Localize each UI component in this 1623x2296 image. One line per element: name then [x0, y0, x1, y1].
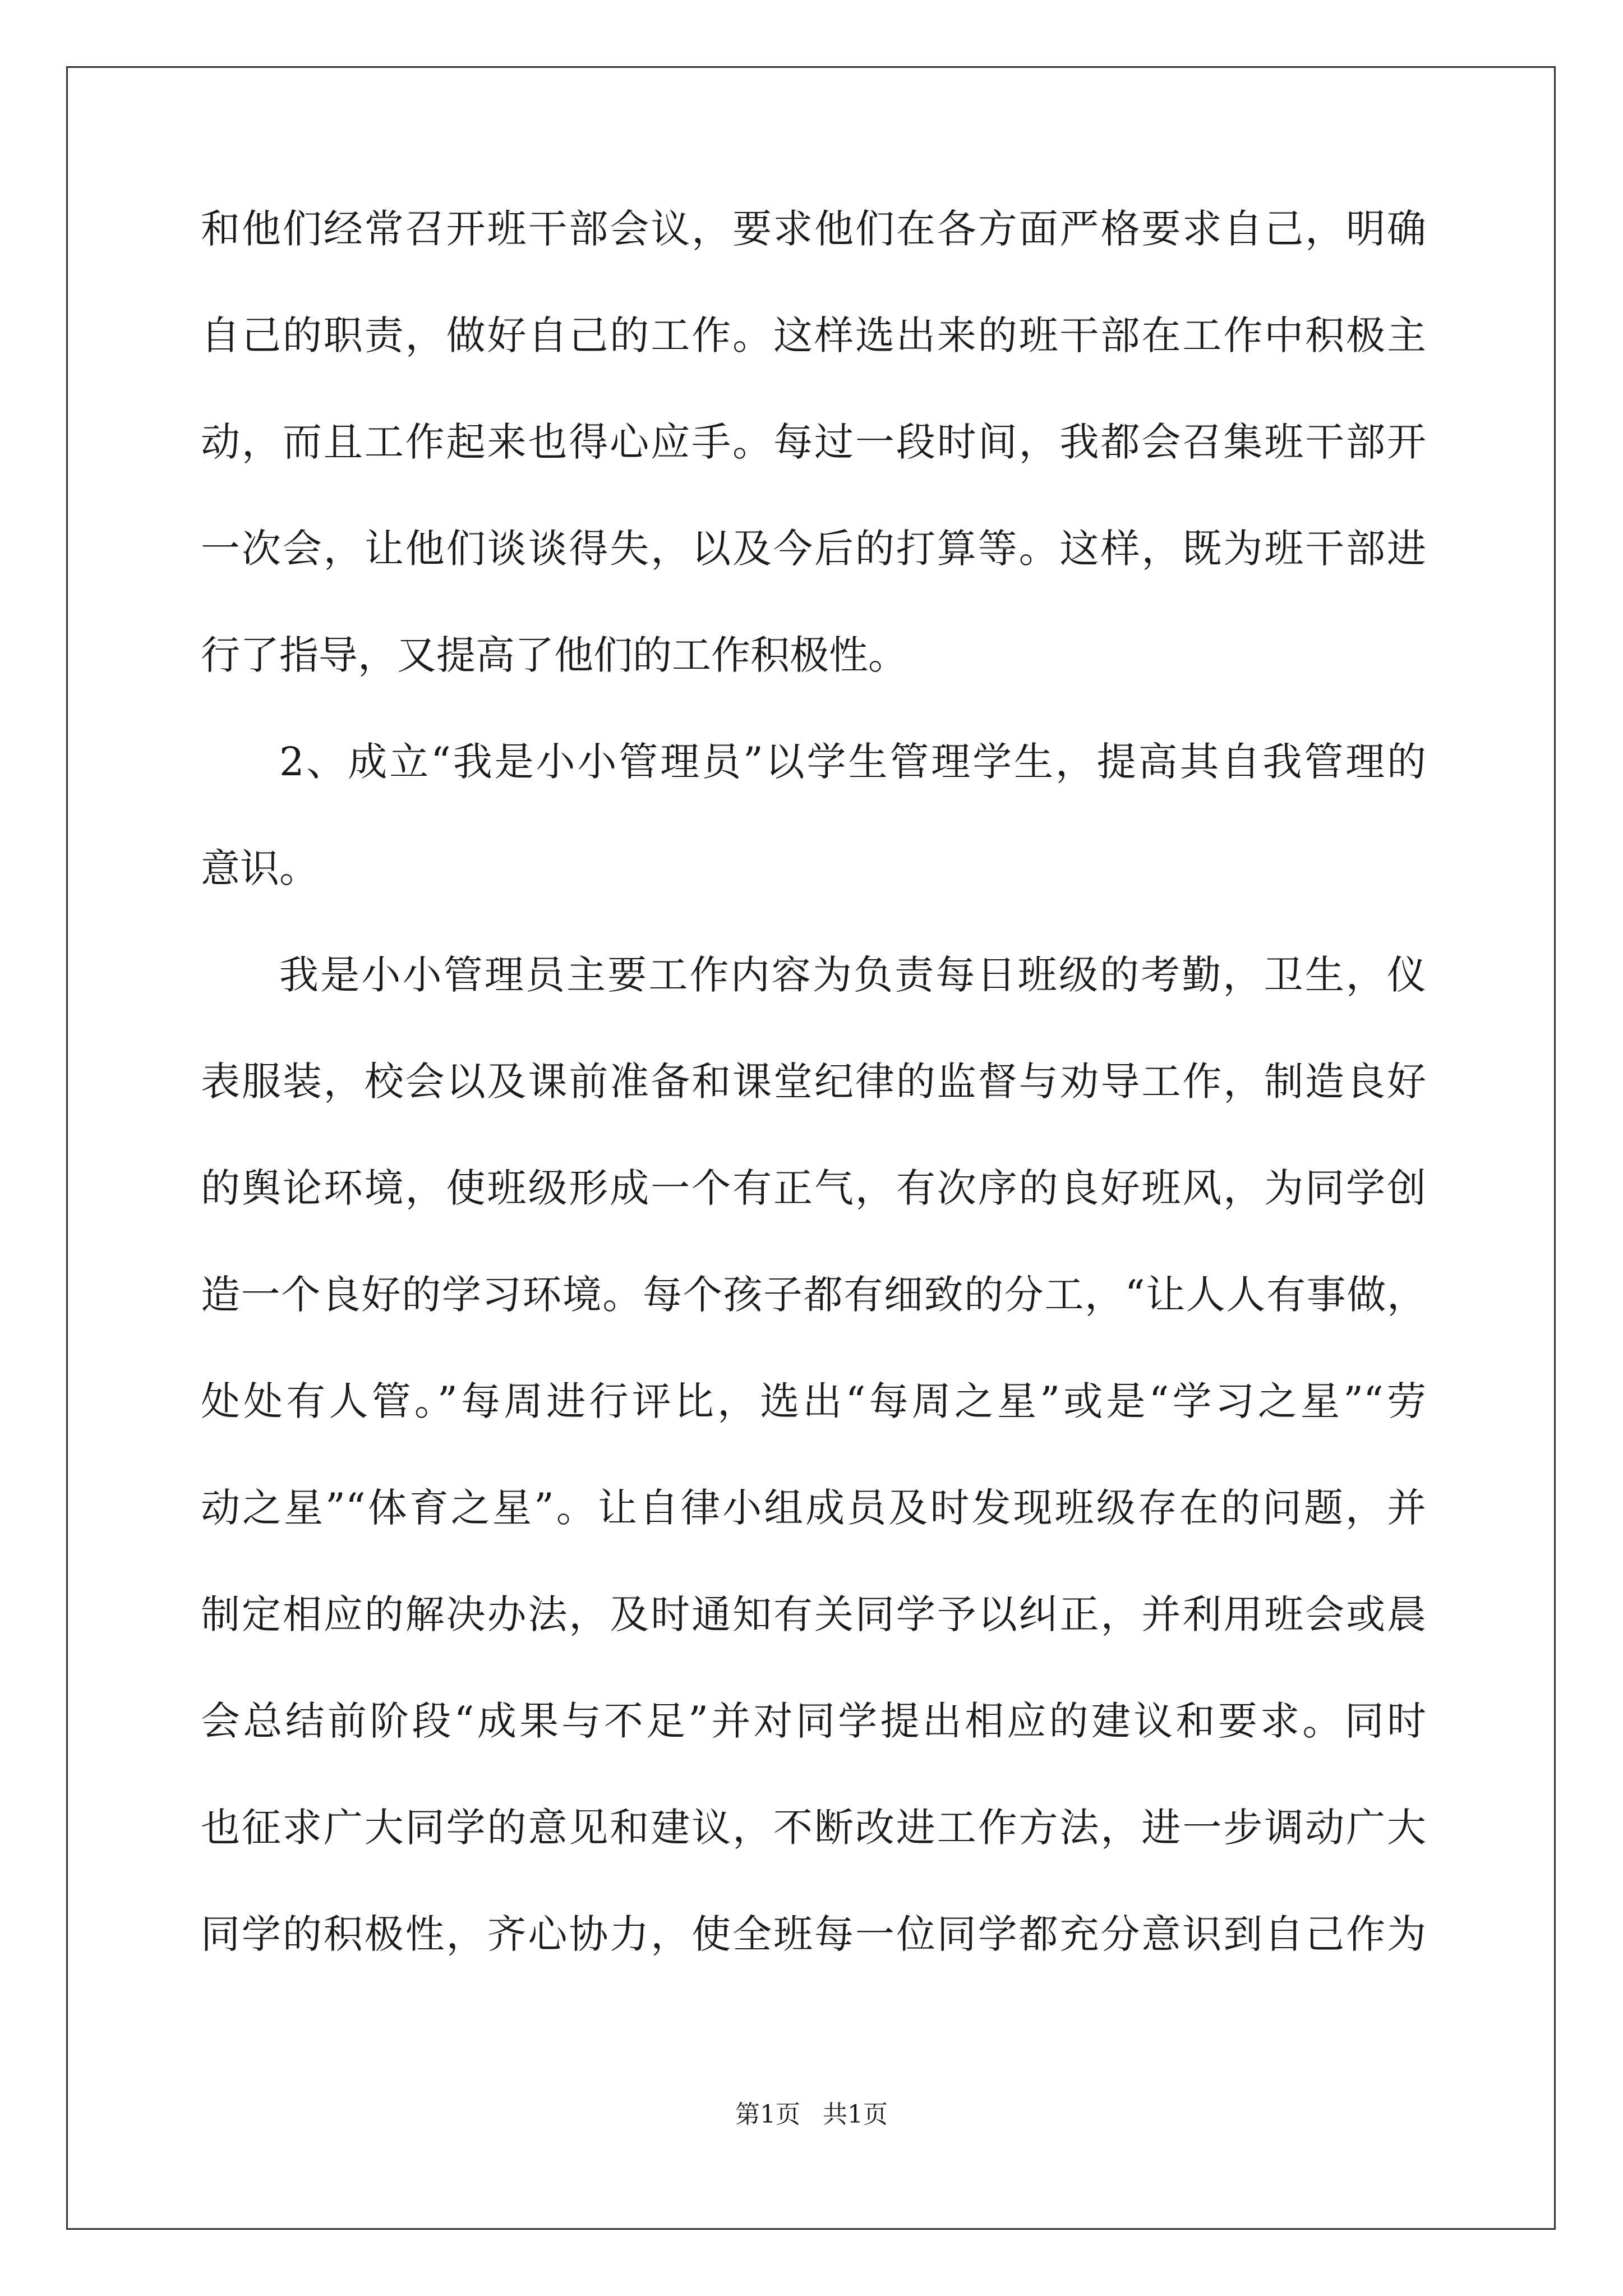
- text-line: 也征求广大同学的意见和建议，不断改进工作方法，进一步调动广大: [201, 1805, 1426, 1851]
- document-body: [201, 206, 1426, 2021]
- text-line: 自己的职责，做好自己的工作。这样选出来的班干部在工作中积极主: [201, 312, 1426, 358]
- text-line: 动之星”“体育之星”。让自律小组成员及时发现班级存在的问题，并: [201, 1485, 1426, 1531]
- text-line: 意识。: [201, 845, 319, 891]
- text-line: 处处有人管。”每周进行评比，选出“每周之星”或是“学习之星”“劳: [201, 1378, 1426, 1424]
- page-number-current: 第1页: [735, 2100, 800, 2129]
- text-line: 造一个良好的学习环境。每个孩子都有细致的分工，“让人人有事做，: [201, 1272, 1426, 1318]
- text-line: 我是小小管理员主要工作内容为负责每日班级的考勤，卫生，仪: [279, 952, 1426, 998]
- text-line: 动，而且工作起来也得心应手。每过一段时间，我都会召集班干部开: [201, 419, 1426, 465]
- text-line: 同学的积极性，齐心协力，使全班每一位同学都充分意识到自己作为: [201, 1911, 1426, 1957]
- text-line: 2、成立“我是小小管理员”以学生管理学生，提高其自我管理的: [279, 739, 1426, 785]
- page-footer: [0, 2101, 1623, 2129]
- text-line: 一次会，让他们谈谈得失，以及今后的打算等。这样，既为班干部进: [201, 526, 1426, 572]
- text-line: 制定相应的解决办法，及时通知有关同学予以纠正，并利用班会或晨: [201, 1591, 1426, 1637]
- text-line: 表服装，校会以及课前准备和课堂纪律的监督与劝导工作，制造良好: [201, 1059, 1426, 1105]
- text-line: 的舆论环境，使班级形成一个有正气，有次序的良好班风，为同学创: [201, 1165, 1426, 1211]
- text-line: 行了指导，又提高了他们的工作积极性。: [201, 632, 907, 678]
- page-number-total: 共1页: [823, 2100, 888, 2129]
- text-line: 和他们经常召开班干部会议，要求他们在各方面严格要求自己，明确: [201, 206, 1426, 252]
- text-line: 会总结前阶段“成果与不足”并对同学提出相应的建议和要求。同时: [201, 1698, 1426, 1744]
